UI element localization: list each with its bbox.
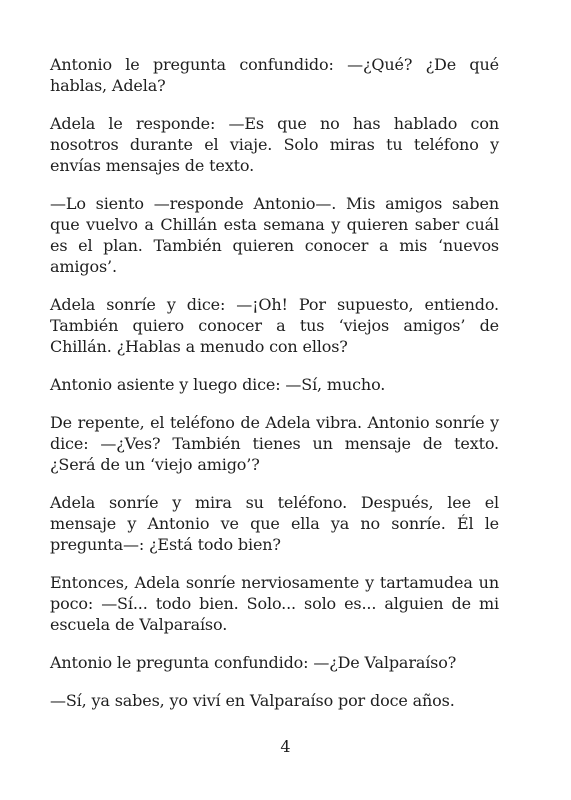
paragraph-8: Entonces, Adela sonríe nerviosamente y tartamudea un poco: —Sí... todo bien. Solo... solo es... alguien de mi escuela de Valparaíso. (50, 573, 499, 634)
page-number: 4 (280, 737, 291, 756)
paragraph-4: Adela sonríe y dice: —¡Oh! Por supuesto, entiendo. También quiero conocer a tus ‘viejos amigos’ de Chillán. ¿Hablas a menudo con ellos? (50, 295, 499, 356)
paragraph-3: —Lo siento —responde Antonio—. Mis amigos saben que vuelvo a Chillán esta semana y quieren saber cuál es el plan. También quieren conocer a mis ‘nuevos amigos’. (50, 194, 499, 276)
paragraph-5: Antonio asiente y luego dice: —Sí, mucho. (50, 375, 386, 394)
paragraph-9: Antonio le pregunta confundido: —¿De Valparaíso? (50, 653, 457, 672)
paragraph-7: Adela sonríe y mira su teléfono. Después, lee el mensaje y Antonio ve que ella ya no sonríe. Él le pregunta—: ¿Está todo bien? (50, 493, 499, 554)
paragraph-2: Adela le responde: —Es que no has hablado con nosotros durante el viaje. Solo miras tu teléfono y envías mensajes de texto. (50, 114, 499, 175)
paragraph-1: Antonio le pregunta confundido: —¿Qué? ¿De qué hablas, Adela? (50, 55, 499, 95)
paragraph-10: —Sí, ya sabes, yo viví en Valparaíso por doce años. (50, 691, 455, 710)
page-body (50, 54, 499, 728)
paragraph-6: De repente, el teléfono de Adela vibra. Antonio sonríe y dice: —¿Ves? También tienes un mensaje de texto. ¿Será de un ‘viejo amigo’? (50, 413, 499, 474)
